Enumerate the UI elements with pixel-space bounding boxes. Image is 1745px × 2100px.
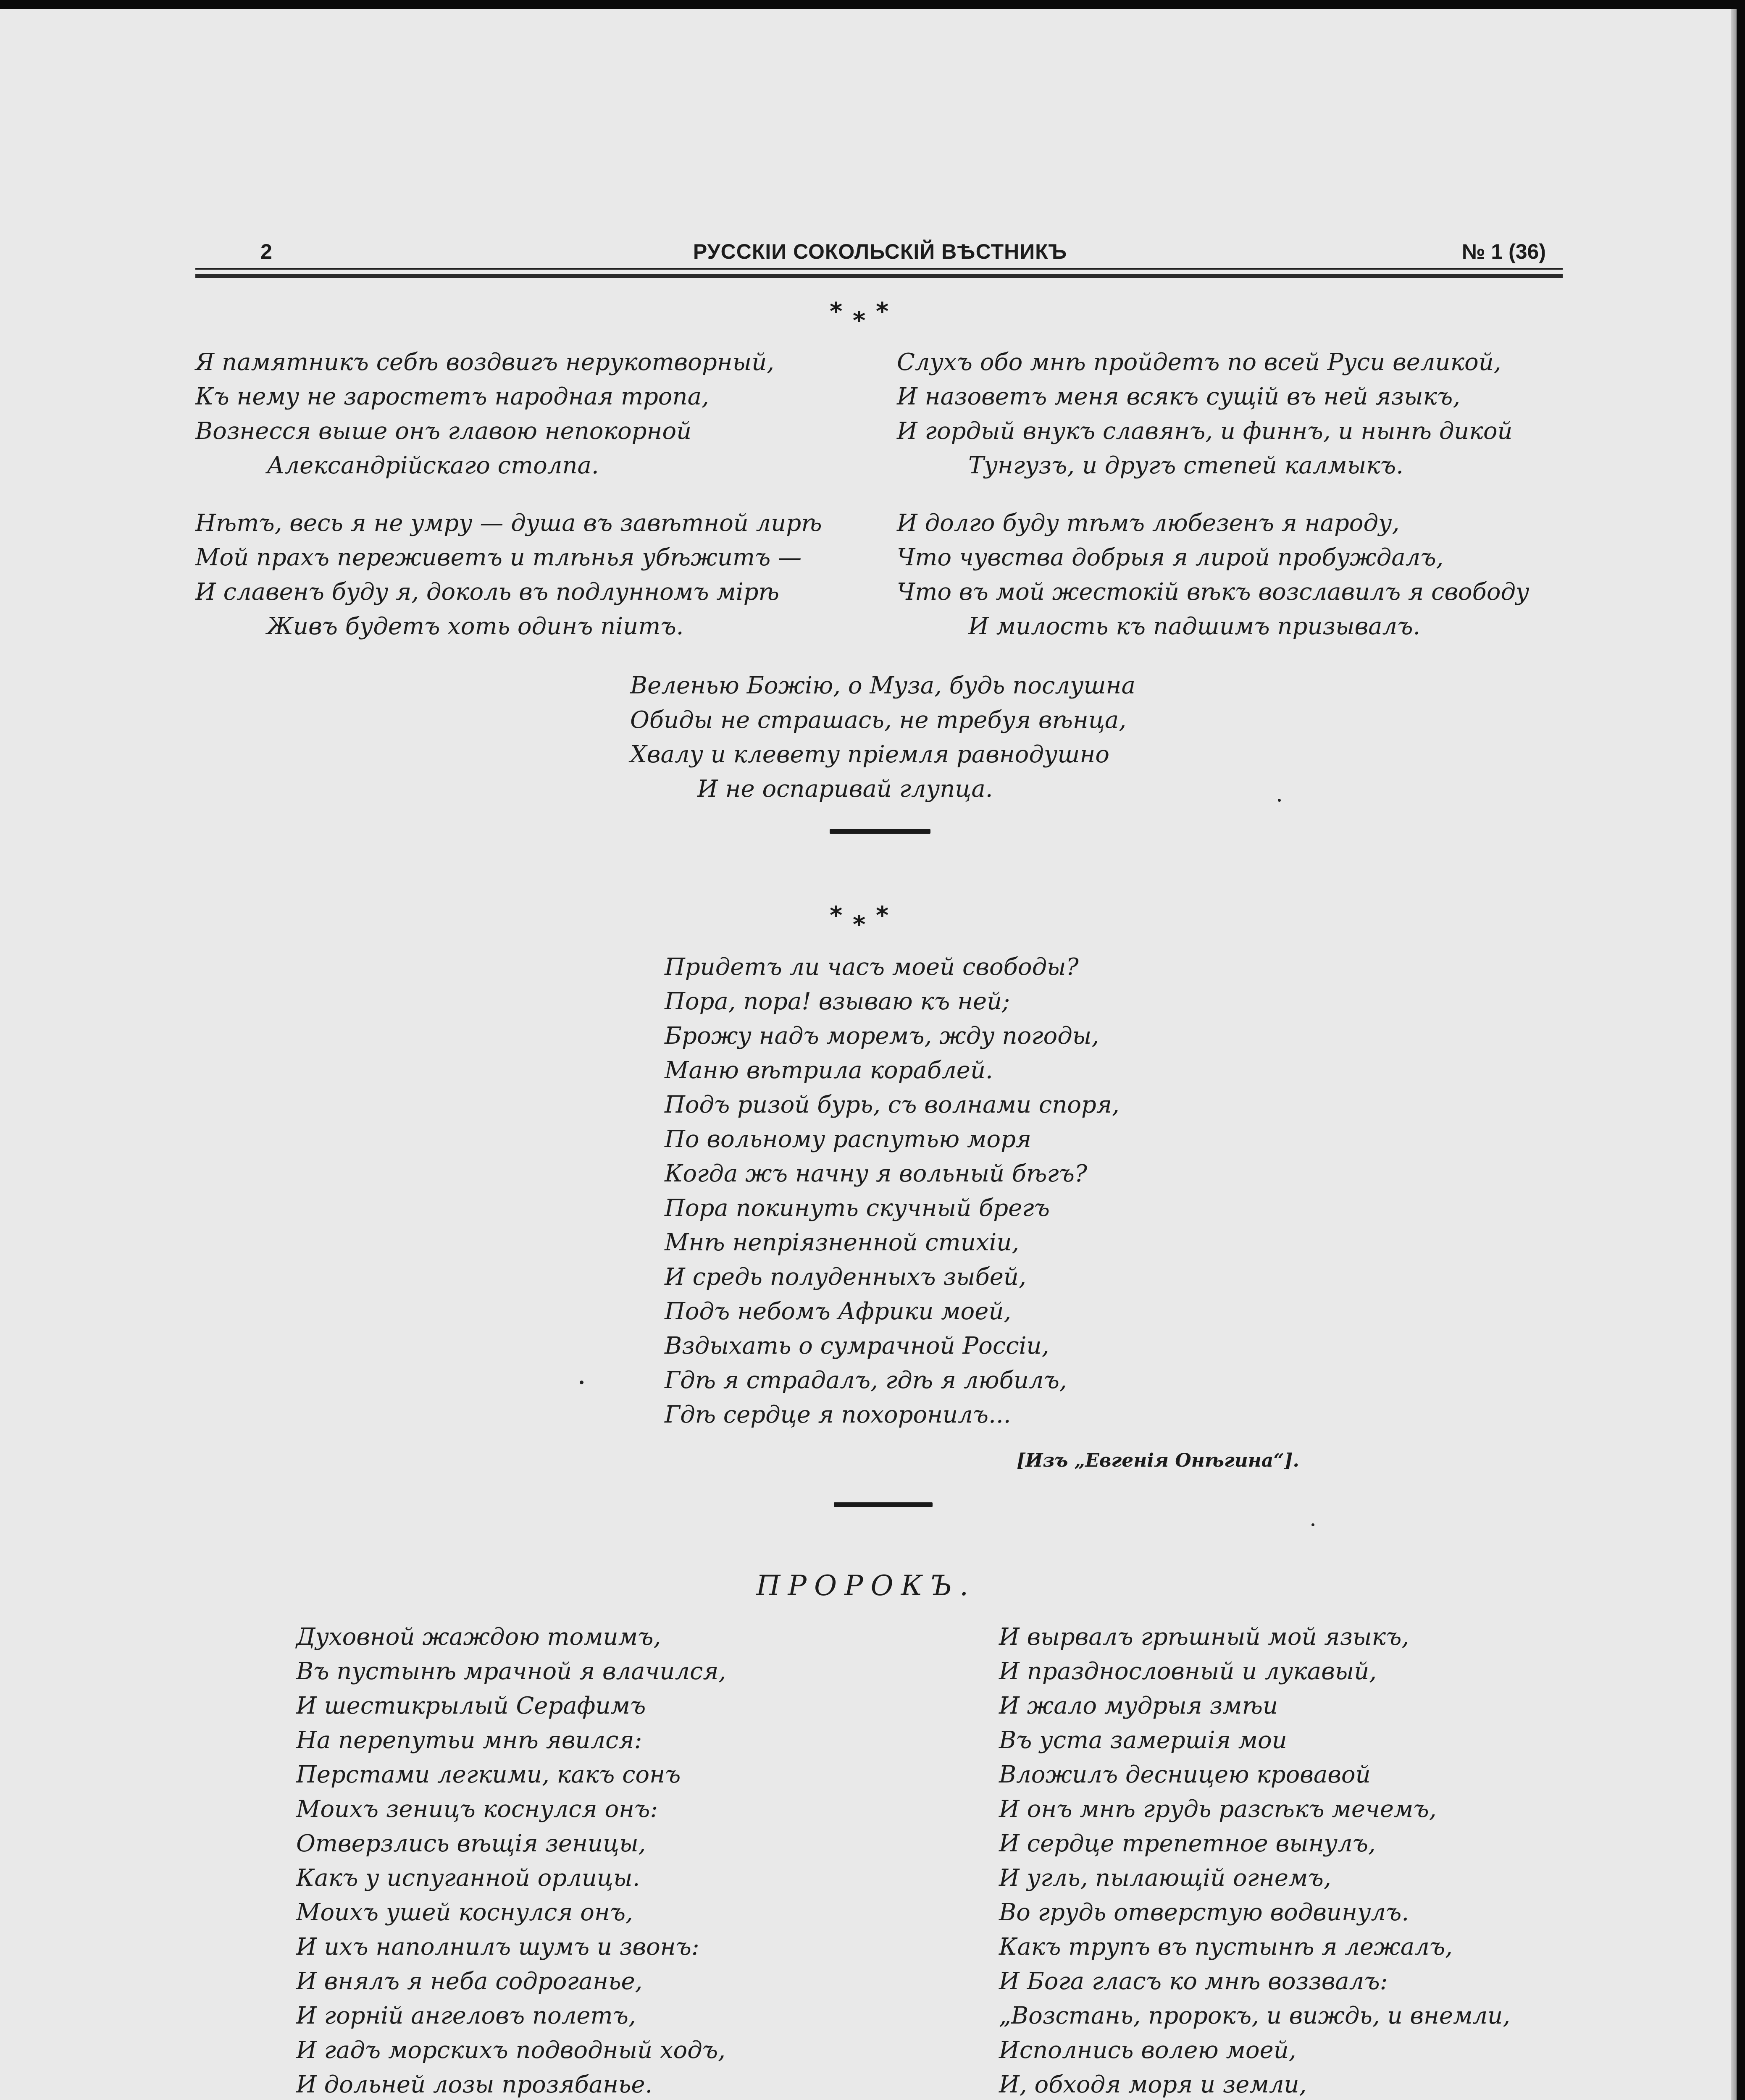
verse-line: И Бога гласъ ко мнѣ воззвалъ: xyxy=(999,1968,1388,1995)
verse-line: Моихъ ушей коснулся онъ, xyxy=(296,1899,633,1926)
verse-line: Исполнись волею моей, xyxy=(999,2037,1296,2064)
verse-line: Моихъ зеницъ коснулся онъ: xyxy=(296,1796,658,1823)
verse-line: Отверзлись вѣщія зеницы, xyxy=(296,1830,646,1857)
ink-speck xyxy=(1278,799,1281,802)
verse-line: И онъ мнѣ грудь разсѣкъ мечемъ, xyxy=(999,1796,1437,1823)
verse-line: И шестикрылый Серафимъ xyxy=(296,1692,646,1719)
verse-line: И гадъ морскихъ подводный ходъ, xyxy=(296,2037,725,2064)
poem3-right-column xyxy=(999,1620,1510,2100)
poem-title: ПРОРОКЪ. xyxy=(756,1570,976,1602)
verse-line: Пора покинуть скучный брегъ xyxy=(665,1194,1050,1222)
verse-line: Вздыхать о сумрачной Россіи, xyxy=(665,1332,1049,1360)
verse-line: Веленью Божію, о Муза, будь послушна xyxy=(630,672,1135,699)
newspaper-page xyxy=(0,9,1737,2100)
verse-line: На перепутьи мнѣ явился: xyxy=(296,1727,642,1754)
ink-speck xyxy=(1311,1523,1314,1526)
verse-line: Гдѣ я страдалъ, гдѣ я любилъ, xyxy=(665,1367,1067,1394)
verse-line: И горній ангеловъ полетъ, xyxy=(296,2002,636,2029)
verse-line: „Возстань, пророкъ, и виждь, и внемли, xyxy=(999,2002,1511,2029)
poem1-left-column xyxy=(195,345,822,644)
source-attribution: [Изъ „Евгенія Онѣгина“]. xyxy=(1017,1450,1299,1471)
verse-line: Вознесся выше онъ главою непокорной xyxy=(195,417,692,445)
verse-line: Подъ ризой бурь, съ волнами споря, xyxy=(665,1091,1120,1118)
verse-line: Къ нему не заростетъ народная тропа, xyxy=(195,383,709,410)
verse-line: И угль, пылающій огнемъ, xyxy=(999,1864,1331,1892)
header-rule xyxy=(195,268,1563,270)
verse-line: Въ уста замершія мои xyxy=(999,1727,1287,1754)
verse-line: Мнѣ непріязненной стихіи, xyxy=(665,1229,1020,1256)
poem2-asterism: * * * xyxy=(830,901,889,939)
verse-line: Что въ мой жестокій вѣкъ возславилъ я свободу xyxy=(897,578,1530,606)
verse-line: И внялъ я неба содроганье, xyxy=(296,1968,643,1995)
verse-line: И сердце трепетное вынулъ, xyxy=(999,1830,1376,1857)
verse-line: Какъ у испуганной орлицы. xyxy=(296,1864,640,1892)
verse-line: Нѣтъ, весь я не умру — душа въ завѣтной лирѣ xyxy=(195,509,822,537)
verse-line: Гдѣ сердце я похоронилъ... xyxy=(665,1401,1011,1428)
verse-line: Перстами легкими, какъ сонъ xyxy=(296,1761,681,1788)
verse-line: И не оспаривай глупца. xyxy=(697,775,993,803)
publication-title: РУССКІИ СОКОЛЬСКІЙ ВѢСТНИКЪ xyxy=(693,240,1067,263)
verse-line: И гордый внукъ славянъ, и финнъ, и нынѣ дикой xyxy=(897,417,1513,445)
verse-line: Слухъ обо мнѣ пройдетъ по всей Руси великой, xyxy=(897,349,1501,376)
page-number: 2 xyxy=(260,240,272,263)
verse-line: Тунгузъ, и другъ степей калмыкъ. xyxy=(968,452,1403,479)
verse-line: И вырвалъ грѣшный мой языкъ, xyxy=(999,1623,1409,1651)
poem1-asterism: * * * xyxy=(830,297,889,335)
verse-line: И милость къ падшимъ призывалъ. xyxy=(968,613,1421,640)
poem2-body xyxy=(665,950,1120,1432)
verse-line: Маню вѣтрила кораблей. xyxy=(665,1057,993,1084)
verse-line: Придетъ ли часъ моей свободы? xyxy=(665,953,1079,981)
verse-line: По вольному распутью моря xyxy=(665,1126,1032,1153)
page-edge xyxy=(1731,9,1737,2100)
poem1-closing-stanza xyxy=(630,669,1135,806)
verse-line: И ихъ наполнилъ шумъ и звонъ: xyxy=(296,1933,699,1961)
verse-line: Обиды не страшась, не требуя вѣнца, xyxy=(630,706,1127,734)
verse-line: Вложилъ десницею кровавой xyxy=(999,1761,1371,1788)
verse-line: Пора, пора! взываю къ ней; xyxy=(665,988,1010,1015)
verse-line: И долго буду тѣмъ любезенъ я народу, xyxy=(897,509,1400,537)
header-rule-thick xyxy=(195,274,1563,278)
verse-line: Какъ трупъ въ пустынѣ я лежалъ, xyxy=(999,1933,1453,1961)
verse-line: И, обходя моря и земли, xyxy=(999,2071,1307,2098)
verse-line: И жало мудрыя змѣи xyxy=(999,1692,1278,1719)
ink-speck xyxy=(580,1381,583,1384)
poem1-right-column xyxy=(897,345,1530,644)
verse-line: Во грудь отверстую водвинулъ. xyxy=(999,1899,1409,1926)
verse-line: И славенъ буду я, доколь въ подлунномъ мірѣ xyxy=(195,578,779,606)
verse-line: Когда жъ начну я вольный бѣгъ? xyxy=(665,1160,1088,1187)
section-divider xyxy=(830,829,930,834)
verse-line: И празднословный и лукавый, xyxy=(999,1658,1377,1685)
verse-line: Духовной жаждою томимъ, xyxy=(296,1623,661,1651)
verse-line: И назоветъ меня всякъ сущій въ ней языкъ, xyxy=(897,383,1461,410)
verse-line: Мой прахъ переживетъ и тлѣнья убѣжитъ — xyxy=(195,544,802,571)
poem3-left-column xyxy=(296,1620,726,2100)
verse-line: Я памятникъ себѣ воздвигъ нерукотворный, xyxy=(195,349,775,376)
verse-line: Что чувства добрыя я лирой пробуждалъ, xyxy=(897,544,1444,571)
section-divider xyxy=(834,1502,933,1507)
verse-line: Живъ будетъ хоть одинъ піитъ. xyxy=(267,613,684,640)
verse-line: Александрійскаго столпа. xyxy=(267,452,599,479)
issue-number: № 1 (36) xyxy=(1461,240,1546,263)
verse-line: Хвалу и клевету пріемля равнодушно xyxy=(630,741,1109,768)
verse-line: Брожу надъ моремъ, жду погоды, xyxy=(665,1022,1099,1050)
verse-line: Подъ небомъ Африки моей, xyxy=(665,1298,1012,1325)
verse-line: Въ пустынѣ мрачной я влачился, xyxy=(296,1658,726,1685)
verse-line: И дольней лозы прозябанье. xyxy=(296,2071,653,2098)
verse-line: И средь полуденныхъ зыбей, xyxy=(665,1263,1026,1291)
